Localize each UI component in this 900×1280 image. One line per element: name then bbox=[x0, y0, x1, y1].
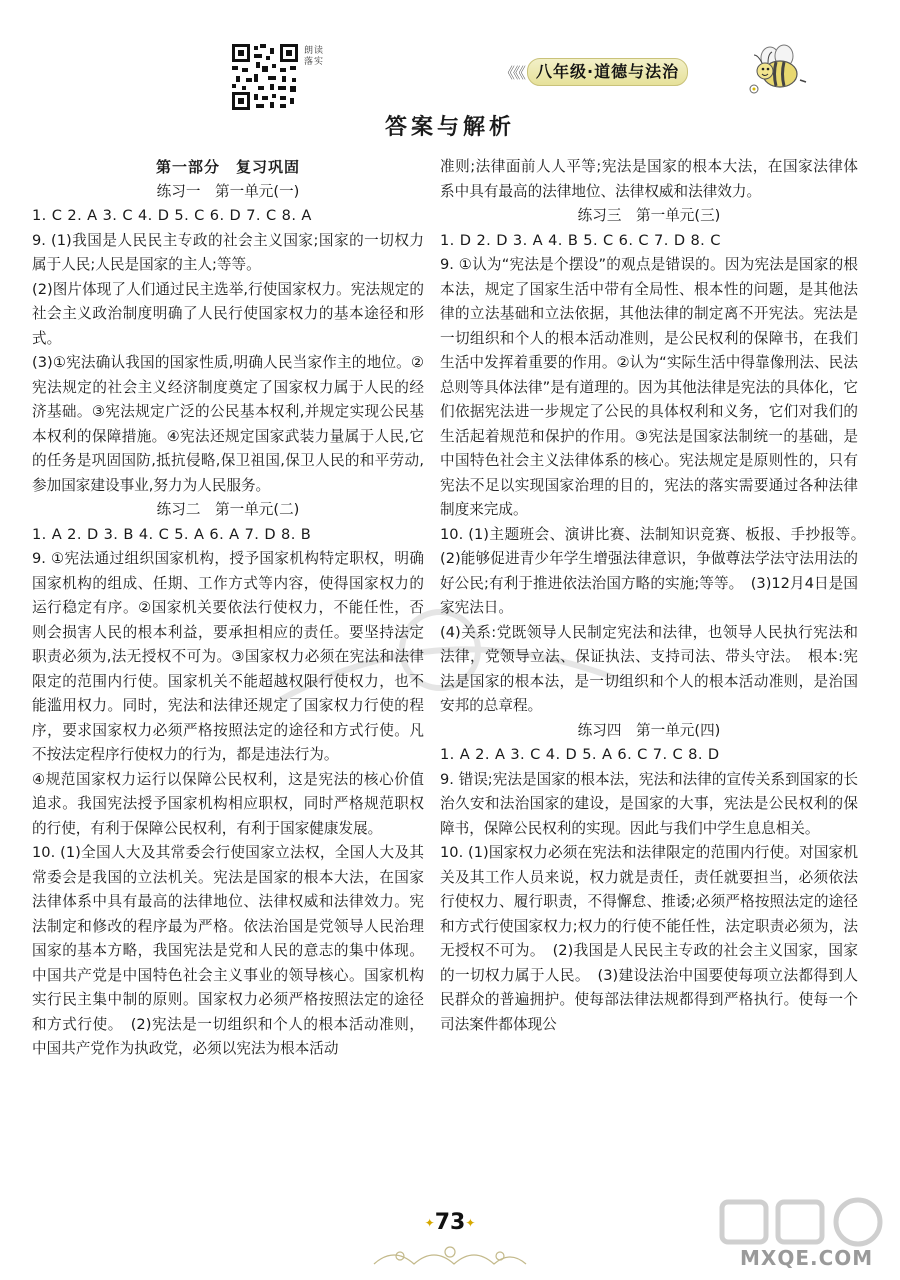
section-heading: 练习一 第一单元(一) bbox=[156, 182, 300, 200]
answer-paragraph: 1. A 2. A 3. C 4. D 5. A 6. C 7. C 8. D bbox=[440, 746, 720, 763]
answer-paragraph: 10. (1)主题班会、演讲比赛、法制知识竞赛、板报、手抄报等。 (2)能够促进青少年学生增强法律意识，争做尊法学法守法用法的好公民;有利于推进依法治国方略的实施;等等。 (3)12月4日是国家宪法日。 bbox=[440, 525, 873, 616]
qr-label bbox=[304, 46, 324, 68]
answer-paragraph: 9. ①认为“宪法是个摆设”的观点是错误的。因为宪法是国家的根本法，规定了国家生活中带有全局性、根本性的问题，是其他法律的立法基础和立法依据，其他法律的制定离不开宪法。宪法是一切组织和个人的根本活动准则，是公民权利的保障书，在我们生活中发挥着重要的作用。②认为“实际生活中得靠像刑法、民法总则等具体法律”是有道理的。因为其他法律是宪法的具体化，它们依据宪法进一步规定了公民的具体权利和义务，它们对我们的生活起着规范和保护的作用。③宪法是国家法制统一的基础，是中国特色社会主义法律体系的核心。宪法规定是原则性的，只有宪法不足以实现国家治理的目的，宪法的落实需要通过各种法律制度来完成。 bbox=[440, 256, 858, 518]
watermark-text: MXQE.COM bbox=[740, 1246, 874, 1270]
right-column bbox=[440, 155, 873, 1037]
star-icon: ✦ bbox=[465, 1216, 476, 1230]
star-icon: ✦ bbox=[424, 1216, 435, 1230]
answer-paragraph: 1. A 2. D 3. B 4. C 5. A 6. A 7. D 8. B bbox=[32, 525, 312, 543]
answer-paragraph: 10. (1)全国人大及其常委会行使国家立法权，全国人大及其常委会是我国的立法机关。宪法是国家的根本大法，在国家法律体系中具有最高的法律地位、法律权威和法律效力。宪法制定和修改的程序最为严格。依法治国是党领导人民治理国家的基本方略，我国宪法是党和人民的意志的集中体现。中国共产党是中国特色社会主义事业的领导核心。国家机构实行民主集中制的原则。国家权力必须严格按照法定的途径和方式行使。 (2)宪法是一切组织和个人的根本活动准则，中国共产党作为执政党，必须以宪法为根本活动 bbox=[32, 844, 424, 1057]
answer-paragraph: 10. (1)国家权力必须在宪法和法律限定的范围内行使。对国家机关及其工作人员来说，权力就是责任，责任就要担当，必须依法行使权力、履行职责，不得懈怠、推诿;必须严格按照法定的途径和方式行使国家权力;权力的行使不能任性，法定职责必须为，法无授权不可为。 (2)我国是人民民主专政的社会主义国家，国家的一切权力属于人民。 (3)建设法治中国要使每项立法都得到人民群众的普遍拥护。使每部法律法规都得到严格执行。使每一个司法案件都体现公 bbox=[440, 844, 858, 1033]
section-heading: 第一部分 复习巩固 bbox=[155, 158, 300, 176]
subject-tag: 八年级·道德与法治 bbox=[527, 58, 688, 86]
answer-paragraph: 1. D 2. D 3. A 4. B 5. C 6. C 7. D 8. C bbox=[440, 231, 721, 249]
answer-paragraph: 9. (1)我国是人民民主专政的社会主义国家;国家的一切权力属于人民;人民是国家的主人;等等。 bbox=[32, 231, 424, 273]
answer-paragraph: 1. C 2. A 3. C 4. D 5. C 6. D 7. C 8. A bbox=[32, 207, 312, 224]
flower-border-icon bbox=[370, 1238, 530, 1270]
answer-paragraph: 准则;法律面前人人平等;宪法是国家的根本大法，在国家法律体系中具有最高的法律地位、法律权威和法律效力。 bbox=[440, 158, 858, 200]
answer-paragraph: ④规范国家权力运行以保障公民权利，这是宪法的核心价值追求。我国宪法授予国家机构相应职权，同时严格规范职权的行使，有利于保障公民权利，有利于国家健康发展。 bbox=[32, 770, 424, 837]
bee-icon bbox=[748, 44, 808, 96]
page-number-value: 73 bbox=[434, 1210, 466, 1235]
answer-paragraph: 9. ①宪法通过组织国家机构，授予国家机构特定职权，明确国家机构的组成、任期、工作方式等内容，使得国家权力的运行稳定有序。②国家机关要依法行使权力，不能任性，否则会损害人民的根本利益，要承担相应的责任。要坚持法定职责必须为,法无授权不可为。③国家权力必须在宪法和法律限定的范围内行使。国家机关不能超越权限行使权力，也不能滥用权力。同时，宪法和法律还规定了国家权力行使的程序，要求国家权力必须严格按照法定的途径和方式行使。凡不按法定程序行使权力的行为，都是违法行为。 bbox=[32, 550, 424, 763]
chevron-marks-icon: 《《《 bbox=[500, 64, 525, 82]
qr-code bbox=[232, 44, 298, 110]
section-heading: 练习四 第一单元(四) bbox=[577, 721, 721, 739]
answer-paragraph: 9. 错误;宪法是国家的根本法，宪法和法律的宣传关系到国家的长治久安和法治国家的建设，是国家的大事，宪法是公民权利的保障书，保障公民权利的实现。因此与我们中学生息息相关。 bbox=[440, 770, 858, 837]
answer-paragraph: (4)关系:党既领导人民制定宪法和法律，也领导人民执行宪法和法律，党领导立法、保证执法、支持司法、带头守法。 根本:宪法是国家的根本法，是一切组织和个人的根本活动准则，是治国安邦的总章程。 bbox=[440, 623, 858, 714]
qr-label-line: 落实 bbox=[304, 57, 325, 67]
section-heading: 练习二 第一单元(二) bbox=[156, 501, 300, 518]
page-title: 答案与解析 bbox=[384, 115, 515, 140]
answer-paragraph: (3)①宪法确认我国的国家性质,明确人民当家作主的地位。②宪法规定的社会主义经济制度奠定了国家权力属于人民的经济基础。③宪法规定广泛的公民基本权利,并规定实现公民基本权利的保障措施。④宪法还规定国家武装力量属于人民,它的任务是巩固国防,抵抗侵略,保卫祖国,保卫人民的和平劳动,参加国家建设事业,努力为人民服务。 bbox=[32, 354, 424, 494]
qr-label-line: 朗读 bbox=[304, 46, 325, 56]
section-heading: 练习三 第一单元(三) bbox=[577, 207, 721, 224]
answer-paragraph: (2)图片体现了人们通过民主选举,行使国家权力。宪法规定的社会主义政治制度明确了人民行使国家权力的基本途径和形式。 bbox=[32, 280, 424, 347]
left-column bbox=[32, 155, 424, 1062]
